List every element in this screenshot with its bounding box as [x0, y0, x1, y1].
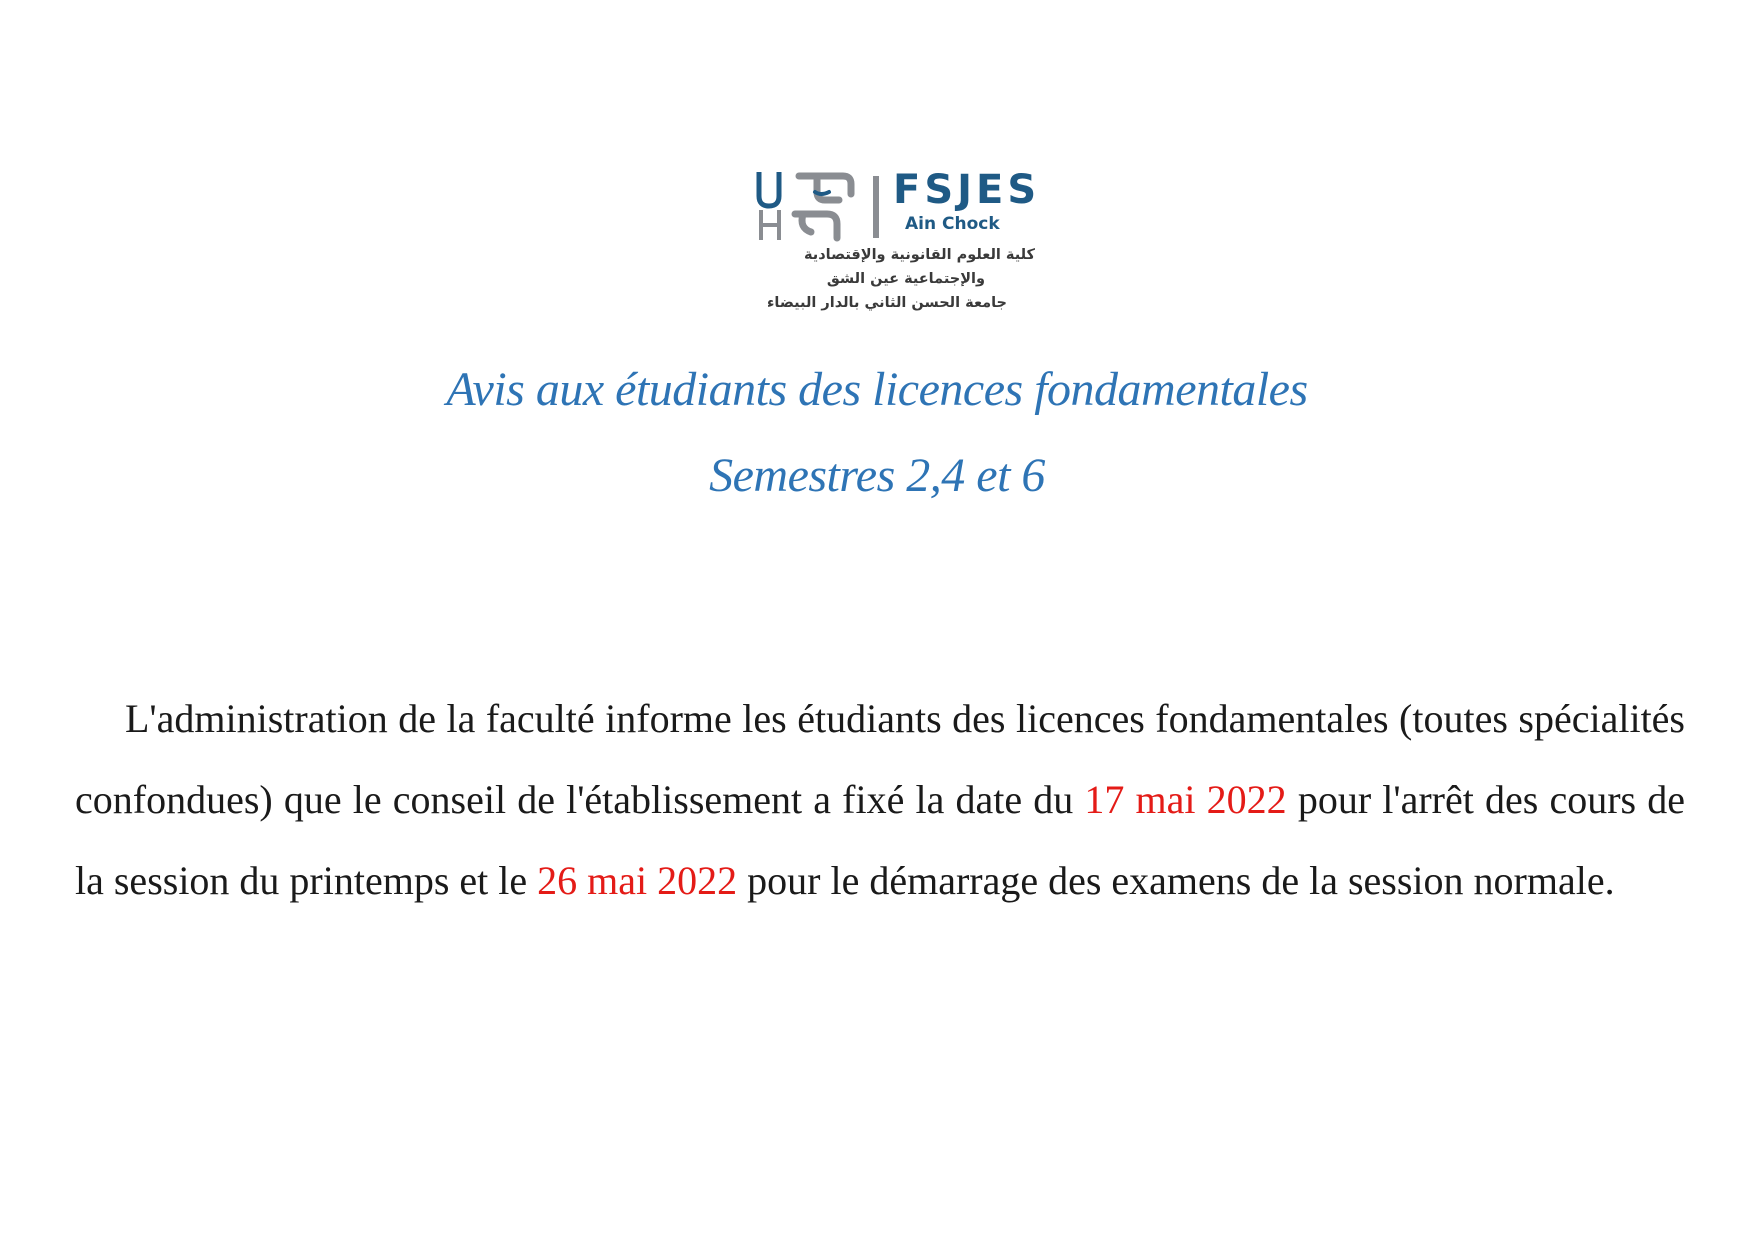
body-text-part-3: pour le démarrage des examens de la session normale. — [737, 858, 1615, 903]
logo-arabic-line-1: كلية العلوم القانونية والإقتصادية — [803, 247, 1035, 263]
notice-subtitle: Semestres 2,4 et 6 — [709, 449, 1045, 502]
logo-arabic-line-2: والإجتماعية عين الشق — [826, 271, 985, 287]
university-emblem-icon — [755, 170, 855, 242]
body-text-part-2: pour l'arrêt des cours de la session du printemps et le — [75, 777, 1685, 903]
logo-subtitle: Ain Chock — [905, 214, 1000, 234]
date-exams-start: 26 mai 2022 — [537, 858, 738, 903]
logo-divider — [873, 176, 879, 238]
date-end-of-courses: 17 mai 2022 — [1084, 777, 1287, 822]
notice-title: Avis aux étudiants des licences fondamentales — [446, 363, 1308, 416]
body-text-part-1: L'administration de la faculté informe les étudiants des licences fondamentales (toutes spécialités confondues) que le conseil de l'établissement a fixé la date du — [75, 696, 1685, 822]
faculty-logo — [755, 167, 1041, 318]
logo-acronym: FSJES — [893, 167, 1041, 213]
notice-body — [75, 678, 1685, 921]
logo-arabic-line-3: جامعة الحسن الثاني بالدار البيضاء — [766, 295, 1007, 311]
